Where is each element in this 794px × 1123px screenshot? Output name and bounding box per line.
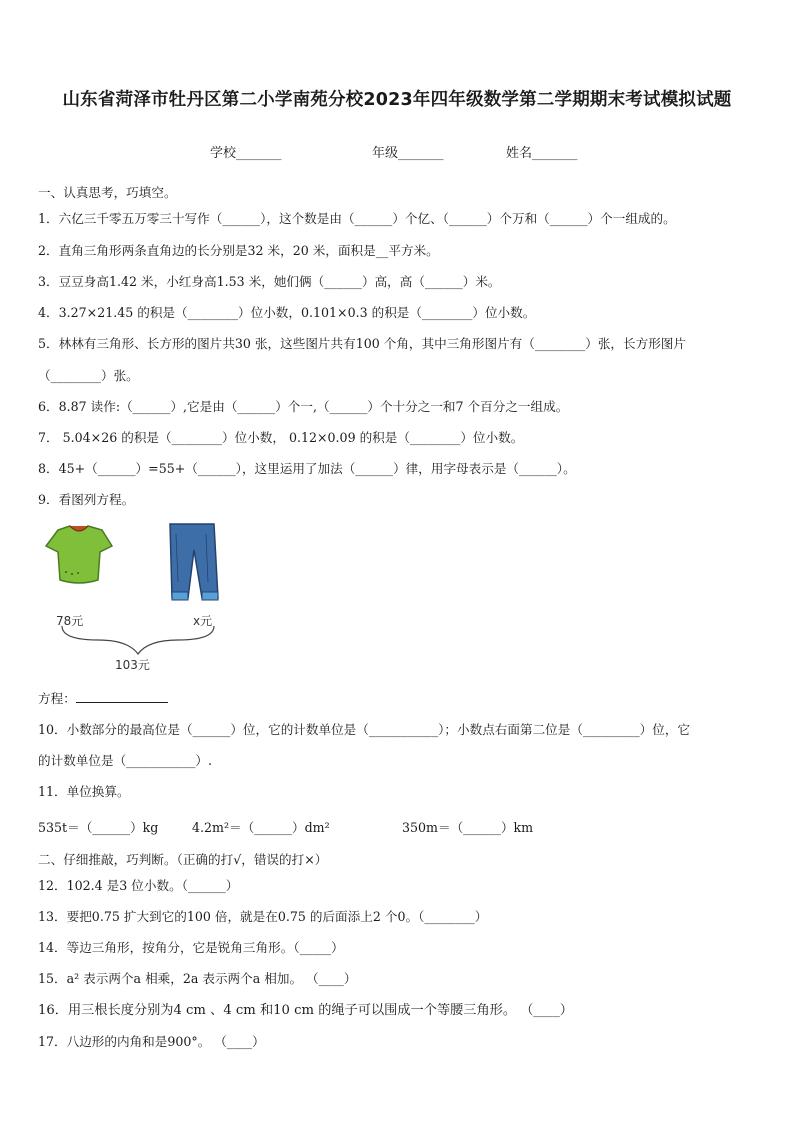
question-5-line-1: 5．林林有三角形、长方形的图片共30 张，这些图片共有100 个角，其中三角形图片有（________）张，长方形图片 [38,336,686,351]
question-11: 11．单位换算。 [38,784,130,799]
grade-field[interactable]: 年级_______ [372,146,444,161]
pants-icon [162,522,222,602]
equation-blank[interactable] [76,688,168,703]
conversion-item-2: 4.2m²＝（______）dm² [192,820,330,835]
question-2: 2．直角三角形两条直角边的长分别是32 米，20 米，面积是__平方米。 [38,243,439,258]
question-16: 16．用三根长度分别为4 cm 、4 cm 和10 cm 的绳子可以围成一个等腰三角形。 （____） [38,1003,573,1018]
question-1: 1．六亿三千零五万零三十写作（______），这个数是由（______）个亿、（______）个万和（______）个一组成的。 [38,211,676,226]
question-13: 13．要把0.75 扩大到它的100 倍，就是在0.75 的后面添上2 个0。（________） [38,909,488,924]
school-field[interactable]: 学校_______ [210,146,282,161]
equation-label-text: 方程： [38,691,76,706]
question-15: 15．a² 表示两个a 相乘，2a 表示两个a 相加。 （____） [38,971,357,986]
question-17: 17．八边形的内角和是900°。 （____） [38,1034,265,1049]
question-8: 8．45+（______）=55+（______），这里运用了加法（______）律，用字母表示是（______）。 [38,461,576,476]
t-shirt-icon [44,524,114,586]
conversion-item-3: 350m＝（______）km [402,820,534,835]
question-5-line-2: （________）张。 [38,368,139,383]
section-heading-2: 二、仔细推敲，巧判断。（正确的打√，错误的打×） [38,852,328,867]
question-10-line-2: 的计数单位是（___________）. [38,753,213,768]
equation-label [38,688,168,707]
question-10-line-1: 10．小数部分的最高位是（______）位，它的计数单位是（___________）；小数点右面第二位是（_________）位，它 [38,722,691,737]
name-field[interactable]: 姓名_______ [506,146,578,161]
question-12: 12．102.4 是3 位小数。（______） [38,878,239,893]
question-4: 4．3.27×21.45 的积是（________）位小数，0.101×0.3 的积是（________）位小数。 [38,305,536,320]
conversion-item-1: 535t＝（______）kg [38,820,159,835]
question-9: 9．看图列方程。 [38,492,135,507]
section-heading-1: 一、认真思考，巧填空。 [38,185,177,200]
shirt-price-label: 78元 [56,614,84,628]
total-price-label: 103元 [115,658,150,672]
question-7: 7． 5.04×26 的积是（________）位小数， 0.12×0.09 的积是（________）位小数。 [38,430,524,445]
pants-price-label: x元 [193,614,213,628]
question-14: 14．等边三角形，按角分，它是锐角三角形。（_____） [38,940,344,955]
question-9-figure [38,520,238,670]
question-6: 6．8.87 读作:（______）,它是由（______）个一,（______）个十分之一和7 个百分之一组成。 [38,399,569,414]
question-3: 3．豆豆身高1.42 米，小红身高1.53 米，她们俩（______）高，高（______）米。 [38,274,501,289]
page-title: 山东省菏泽市牡丹区第二小学南苑分校2023年四年级数学第二学期期末考试模拟试题 [62,90,732,110]
